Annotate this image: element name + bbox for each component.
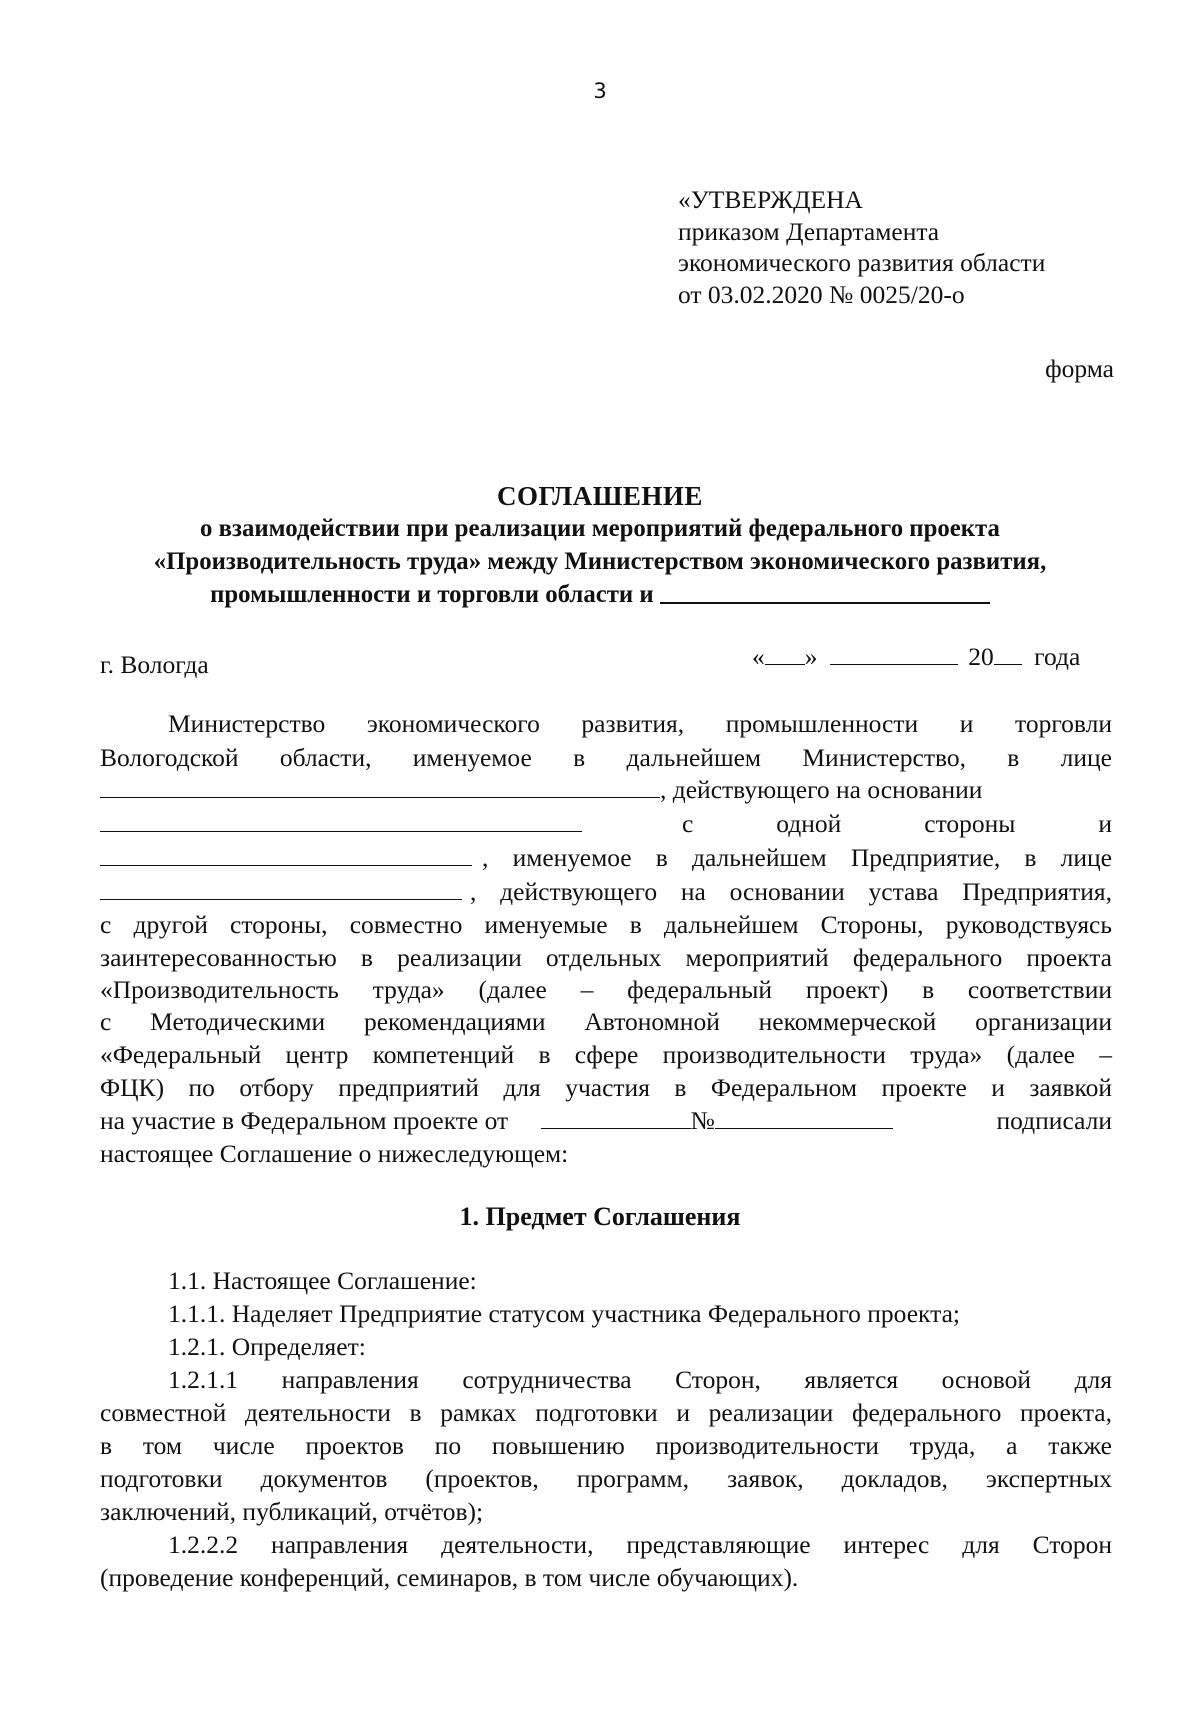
title-line-text: промышленности и торговли области и xyxy=(210,581,654,608)
enterprise-rep-blank xyxy=(100,875,462,900)
preamble-line xyxy=(100,773,1112,807)
preamble-line: Министерство экономического развития, промышленности и торговли xyxy=(168,709,1112,738)
year-blank xyxy=(994,640,1022,665)
preamble-text: , именуемое в дальнейшем Предприятие, в лице xyxy=(482,843,1112,872)
preamble-line: с другой стороны, совместно именуемые в дальнейшем Стороны, руководствуясь xyxy=(100,910,1112,939)
preamble-line: заинтересованностью в реализации отдельных мероприятий федерального проекта xyxy=(100,943,1112,972)
title-heading: СОГЛАШЕНИЕ xyxy=(497,481,703,511)
year-prefix: 20 xyxy=(968,642,994,671)
application-number-blank xyxy=(715,1104,893,1129)
preamble-text: подписали xyxy=(996,1106,1112,1135)
day-blank xyxy=(765,640,805,665)
preamble-line: «Федеральный центр компетенций в сфере производительности труда» (далее – xyxy=(100,1040,1112,1069)
preamble-line: ФЦК) по отбору предприятий для участия в Федеральном проекте и заявкой xyxy=(100,1073,1112,1102)
title-line: о взаимодействии при реализации мероприятий федерального проекта xyxy=(200,515,1000,542)
place-date-row xyxy=(100,642,1112,682)
preamble-line: «Производительность труда» (далее – федеральный проект) в соответствии xyxy=(100,975,1112,1004)
clause: 1.2.1. Определяет: xyxy=(168,1332,366,1361)
clause: 1.1. Настоящее Соглашение: xyxy=(168,1266,477,1295)
clause-line: совместной деятельности в рамках подготовки и реализации федерального проекта, xyxy=(100,1398,1112,1427)
preamble-line xyxy=(100,875,1112,909)
preamble-line xyxy=(100,1104,1112,1138)
preamble-text: на участие в Федеральном проекте от xyxy=(100,1106,509,1135)
preamble-text: , действующего на основании xyxy=(660,775,983,804)
number-sign: № xyxy=(690,1106,715,1135)
clause-line: подготовки документов (проектов, программ, заявок, докладов, экспертных xyxy=(100,1464,1112,1493)
enterprise-blank xyxy=(100,841,472,866)
application-date-blank xyxy=(541,1104,691,1129)
clause-line: заключений, публикаций, отчётов); xyxy=(100,1497,484,1526)
quote-close: » xyxy=(804,642,818,671)
clause: 1.1.1. Наделяет Предприятие статусом участника Федерального проекта; xyxy=(168,1299,960,1328)
preamble-line: настоящее Соглашение о нижеследующем: xyxy=(100,1139,569,1168)
preamble-line: Вологодской области, именуемое в дальнейшем Министерство, в лице xyxy=(100,743,1112,772)
clause-line: в том числе проектов по повышению производительности труда, а также xyxy=(100,1431,1112,1460)
basis-blank xyxy=(100,807,582,832)
clause-line: (проведение конференций, семинаров, в том числе обучающих). xyxy=(100,1563,799,1592)
month-blank xyxy=(830,640,958,665)
title-line: «Производительность труда» между Министерством экономического развития, xyxy=(153,548,1047,575)
approval-line: «УТВЕРЖДЕНА xyxy=(678,185,863,214)
approval-line: экономического развития области xyxy=(678,248,1046,277)
clause-line: 1.2.2.2 направления деятельности, представляющие интерес для Сторон xyxy=(168,1530,1112,1559)
party-name-blank xyxy=(660,602,990,604)
section-title: 1. Предмет Соглашения xyxy=(459,1202,741,1231)
document-title xyxy=(0,480,1200,611)
preamble-line: с Методическими рекомендациями Автономной некоммерческой организации xyxy=(100,1007,1112,1036)
page-number: 3 xyxy=(593,79,607,103)
approval-stamp xyxy=(678,184,1045,310)
date-field xyxy=(752,640,1080,674)
preamble-line xyxy=(100,841,1112,875)
quote-open: « xyxy=(752,642,765,671)
city: г. Вологда xyxy=(100,650,209,679)
clause-line: 1.2.1.1 направления сотрудничества Сторон, является основой для xyxy=(168,1365,1112,1394)
title-line xyxy=(0,578,1200,611)
representative-blank xyxy=(100,773,660,798)
form-label: форма xyxy=(1045,354,1114,383)
preamble-text: , действующего на основании устава Предприятия, xyxy=(470,877,1112,906)
preamble-line xyxy=(100,807,1112,841)
preamble-text: с одной стороны и xyxy=(682,809,1112,838)
approval-line: приказом Департамента xyxy=(678,216,940,246)
approval-line: от 03.02.2020 № 0025/20-о xyxy=(678,279,965,309)
year-suffix: года xyxy=(1034,642,1081,671)
